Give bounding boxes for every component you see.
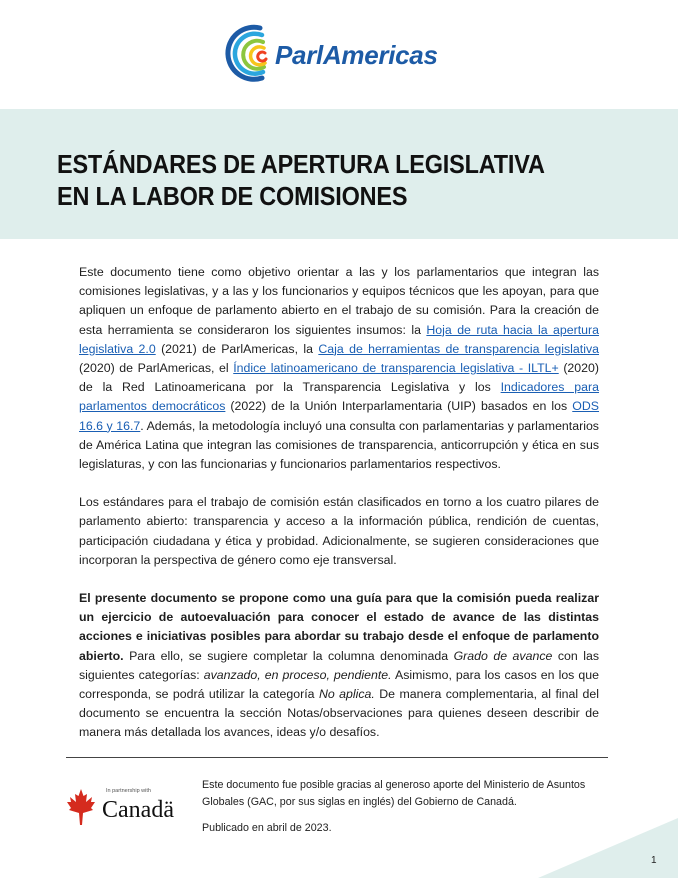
parlamericas-swirl-icon [222, 20, 278, 90]
purpose-italic-1: Grado de avance [453, 648, 553, 663]
intro-paragraph [79, 263, 599, 474]
intro-text-1: Este documento tiene como objetivo orientar a las y los parlamentarios que integran las comisiones legislativas, y a las y los funcionarios y equipos técnicos que les apoyan, para que apliquen un enfoque de parlamento abierto en el trabajo de su comisión. Para la creación de esta herramienta se consideraron los siguientes insumos: la [79, 265, 599, 337]
intro-text-3: (2020) de ParlAmericas, el [79, 361, 234, 376]
parlamericas-logo [222, 20, 462, 90]
title-banner [0, 109, 678, 239]
purpose-text-2: con las siguientes categorías: [79, 648, 600, 682]
purpose-text-1: Para ello, se sugiere completar la columna denominada [123, 648, 454, 663]
intro-text-5: (2022) de la Unión Interparlamentaria (UIP) basados en los [225, 399, 573, 414]
link-ods[interactable]: ODS 16.6 y 16.7 [79, 399, 600, 433]
partnership-label: In partnership with [106, 788, 151, 794]
intro-text-6: . Además, la metodología incluyó una consulta con parlamentarias y parlamentarios de América Latina que integran las comisiones de transparencia, anticorrupción y ética en sus legislaturas, y con las funcionarias y funcionarios parlamentarios respectivos. [79, 418, 599, 472]
title-line-1: ESTÁNDARES DE APERTURA LEGISLATIVA [57, 151, 545, 179]
link-indice-iltl[interactable]: Índice latinoamericano de transparencia legislativa - ILTL+ [233, 361, 559, 376]
purpose-text-4: De manera complementaria, al final del documento se encuentra la sección Notas/observaciones para quienes deseen describir de manera más detallada los avances, ideas y/o desafíos. [79, 687, 599, 740]
purpose-bold-text: El presente documento se propone como una guía para que la comisión pueda realizar un ejercicio de autoevaluación para conocer el estado de avance de las distintas acciones e iniciativas posibles para abordar su trabajo desde el enfoque de parlamento abierto. [79, 591, 599, 663]
canada-wordmark: Canadä [102, 797, 174, 823]
document-title [57, 149, 609, 213]
pillars-paragraph: Los estándares para el trabajo de comisión están clasificados en torno a los cuatro pilares de parlamento abierto: transparencia y acceso a la información pública, rendición de cuentas, participación ciudadana y ética y probidad. Adicionalmente, se sugieren consideraciones que incorporan la perspectiva de género como eje transversal. [79, 495, 599, 567]
publication-date: Publicado en abril de 2023. [202, 822, 332, 834]
page-number: 1 [651, 855, 657, 866]
title-line-2: EN LA LABOR DE COMISIONES [57, 183, 408, 211]
maple-leaf-icon [66, 787, 96, 827]
footer-divider [66, 757, 608, 758]
logo-wordmark: ParlAmericas [275, 40, 438, 70]
link-indicadores-uip[interactable]: Indicadores para parlamentos democráticos [79, 380, 599, 414]
corner-decoration [538, 818, 678, 878]
document-body [79, 263, 599, 762]
funding-note: Este documento fue posible gracias al generoso aporte del Ministerio de Asuntos Globales (GAC, por sus siglas en inglés) del Gobierno de Canadá. [202, 779, 586, 808]
intro-text-2: (2021) de ParlAmericas, la [155, 341, 319, 356]
purpose-italic-2: avanzado, en proceso, pendiente. [203, 667, 392, 682]
purpose-italic-3: No aplica. [318, 687, 375, 702]
purpose-text-3: Asimismo, para los casos en los que corresponda, se podrá utilizar la categoría [79, 667, 599, 702]
intro-text-4: (2020) de la Red Latinoamericana por la Transparencia Legislativa y los [79, 361, 599, 395]
purpose-paragraph [79, 589, 599, 743]
link-hoja-de-ruta[interactable]: Hoja de ruta hacia la apertura legislativa 2.0 [79, 322, 599, 356]
link-caja-herramientas[interactable]: Caja de herramientas de transparencia legislativa [318, 341, 599, 356]
canada-partnership-logo [66, 783, 196, 833]
